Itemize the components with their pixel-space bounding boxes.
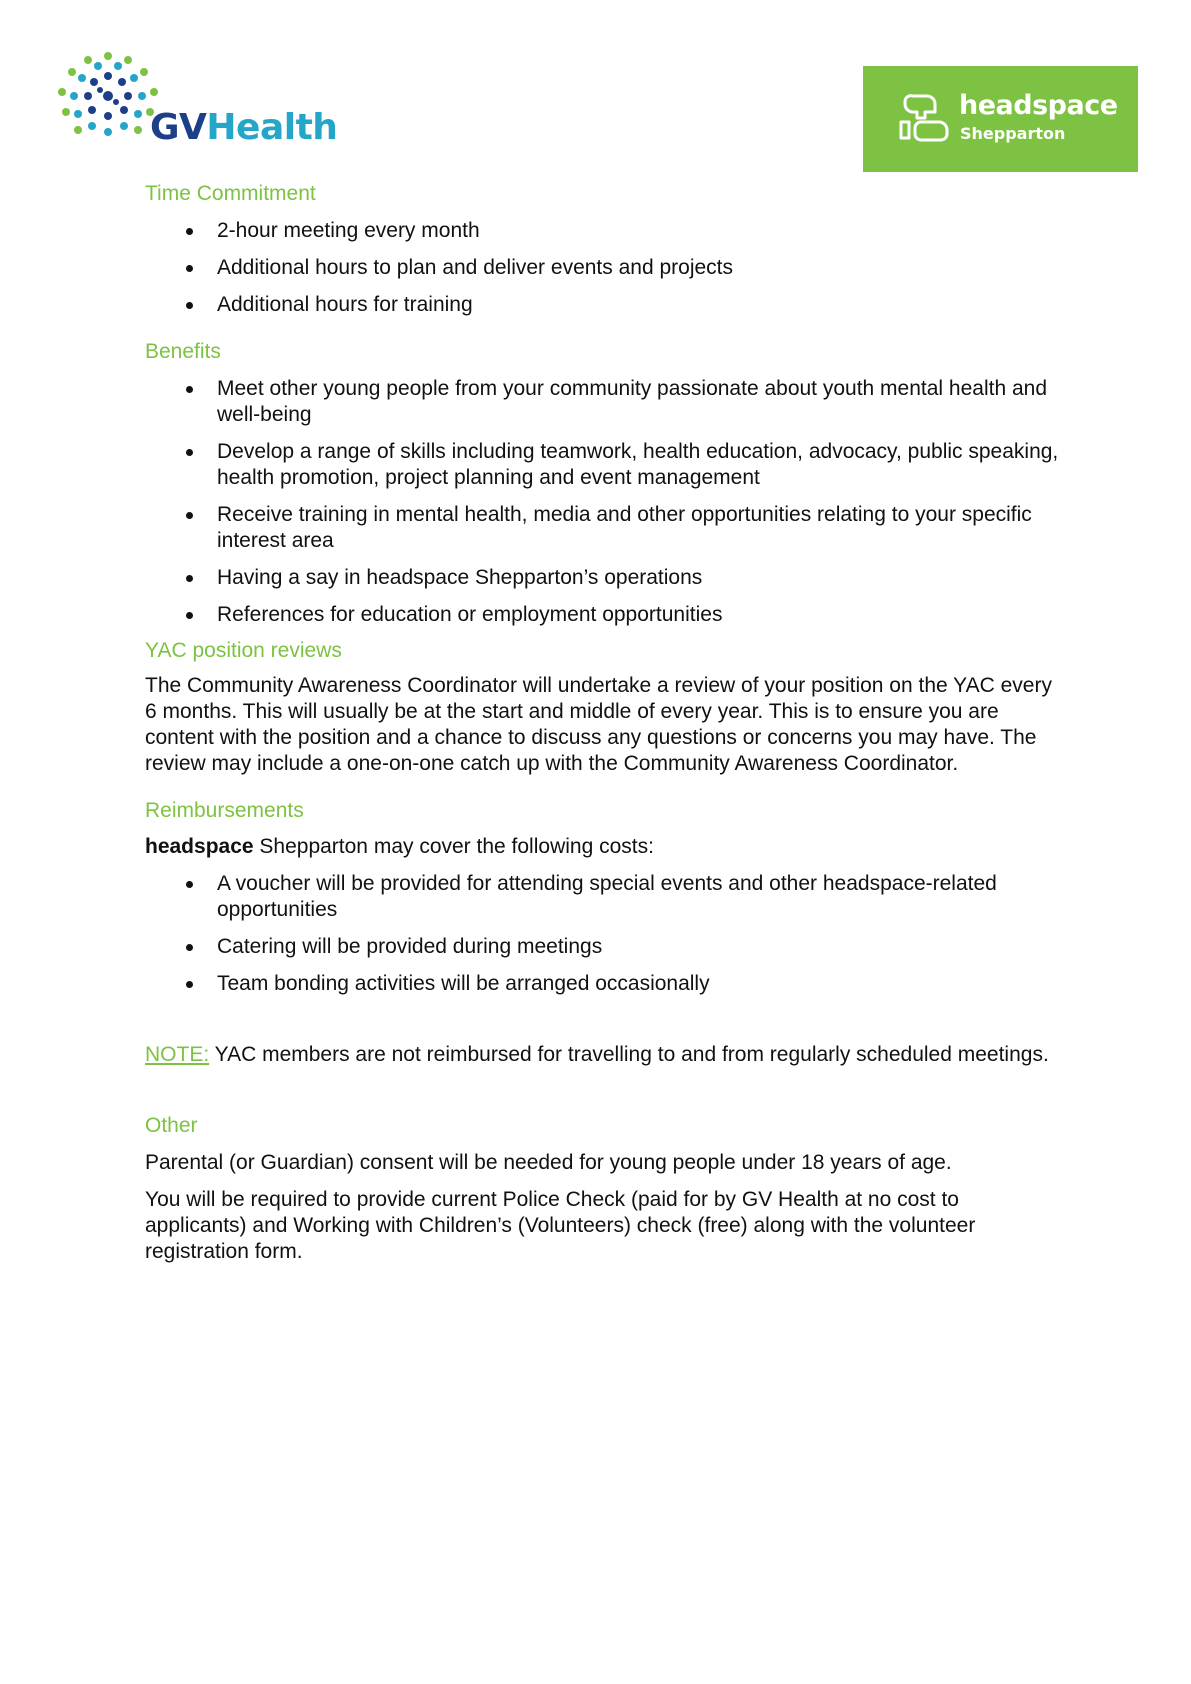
- list-item: Develop a range of skills including teamwork, health education, advocacy, public speaking, health promotion, project planning and event management: [145, 439, 1065, 491]
- list-item: Catering will be provided during meetings: [145, 934, 1065, 960]
- headspace-faces-icon: [899, 92, 951, 144]
- gv-health-logo: [58, 52, 338, 148]
- other-heading: Other: [145, 1114, 198, 1137]
- list-item: Additional hours for training: [145, 292, 1065, 318]
- time-commitment-list: [145, 218, 1065, 318]
- benefits-heading: Benefits: [145, 340, 221, 363]
- document-body: [145, 181, 1065, 1265]
- reimbursements-intro: [145, 834, 1065, 860]
- yac-reviews-paragraph: The Community Awareness Coordinator will undertake a review of your position on the YAC every 6 months. This will usually be at the start and middle of every year. This is to ensure you are content with the position and a chance to discuss any questions or concerns you may have. The review may include a one-on-one catch up with the Community Awareness Coordinator.: [145, 674, 1052, 775]
- list-item: References for education or employment opportunities: [145, 602, 1065, 628]
- note-text: YAC members are not reimbursed for travelling to and from regularly scheduled meetings.: [209, 1043, 1049, 1066]
- list-item: Receive training in mental health, media and other opportunities relating to your specific interest area: [145, 502, 1065, 554]
- list-item: Team bonding activities will be arranged occasionally: [145, 971, 1065, 997]
- headspace-location: Shepparton: [960, 124, 1066, 143]
- other-paragraph-consent: Parental (or Guardian) consent will be needed for young people under 18 years of age.: [145, 1151, 952, 1174]
- reimbursements-heading: Reimbursements: [145, 799, 304, 822]
- time-commitment-heading: Time Commitment: [145, 182, 316, 205]
- other-paragraph-checks: You will be required to provide current Police Check (paid for by GV Health at no cost to applicants) and Working with Children’s (Volunteers) check (free) along with the volunteer registration form.: [145, 1188, 976, 1263]
- headspace-brand-text: headspace: [145, 835, 254, 858]
- reimbursements-intro-text: Shepparton may cover the following costs:: [253, 835, 654, 858]
- list-item: A voucher will be provided for attending special events and other headspace-related opportunities: [145, 871, 1065, 923]
- benefits-list: [145, 376, 1065, 628]
- gv-health-flower-icon: [58, 52, 158, 148]
- list-item: Having a say in headspace Shepparton’s operations: [145, 565, 1065, 591]
- headspace-shepparton-logo: [863, 66, 1138, 172]
- list-item: Additional hours to plan and deliver events and projects: [145, 255, 1065, 281]
- note-paragraph: [145, 1042, 1065, 1068]
- headspace-wordmark: headspace: [959, 90, 1118, 121]
- list-item: 2-hour meeting every month: [145, 218, 1065, 244]
- yac-reviews-heading: YAC position reviews: [145, 639, 342, 662]
- gv-health-wordmark: GVHealth: [150, 107, 338, 148]
- list-item: Meet other young people from your community passionate about youth mental health and well-being: [145, 376, 1065, 428]
- note-label: NOTE:: [145, 1043, 210, 1066]
- reimbursements-list: [145, 871, 1065, 997]
